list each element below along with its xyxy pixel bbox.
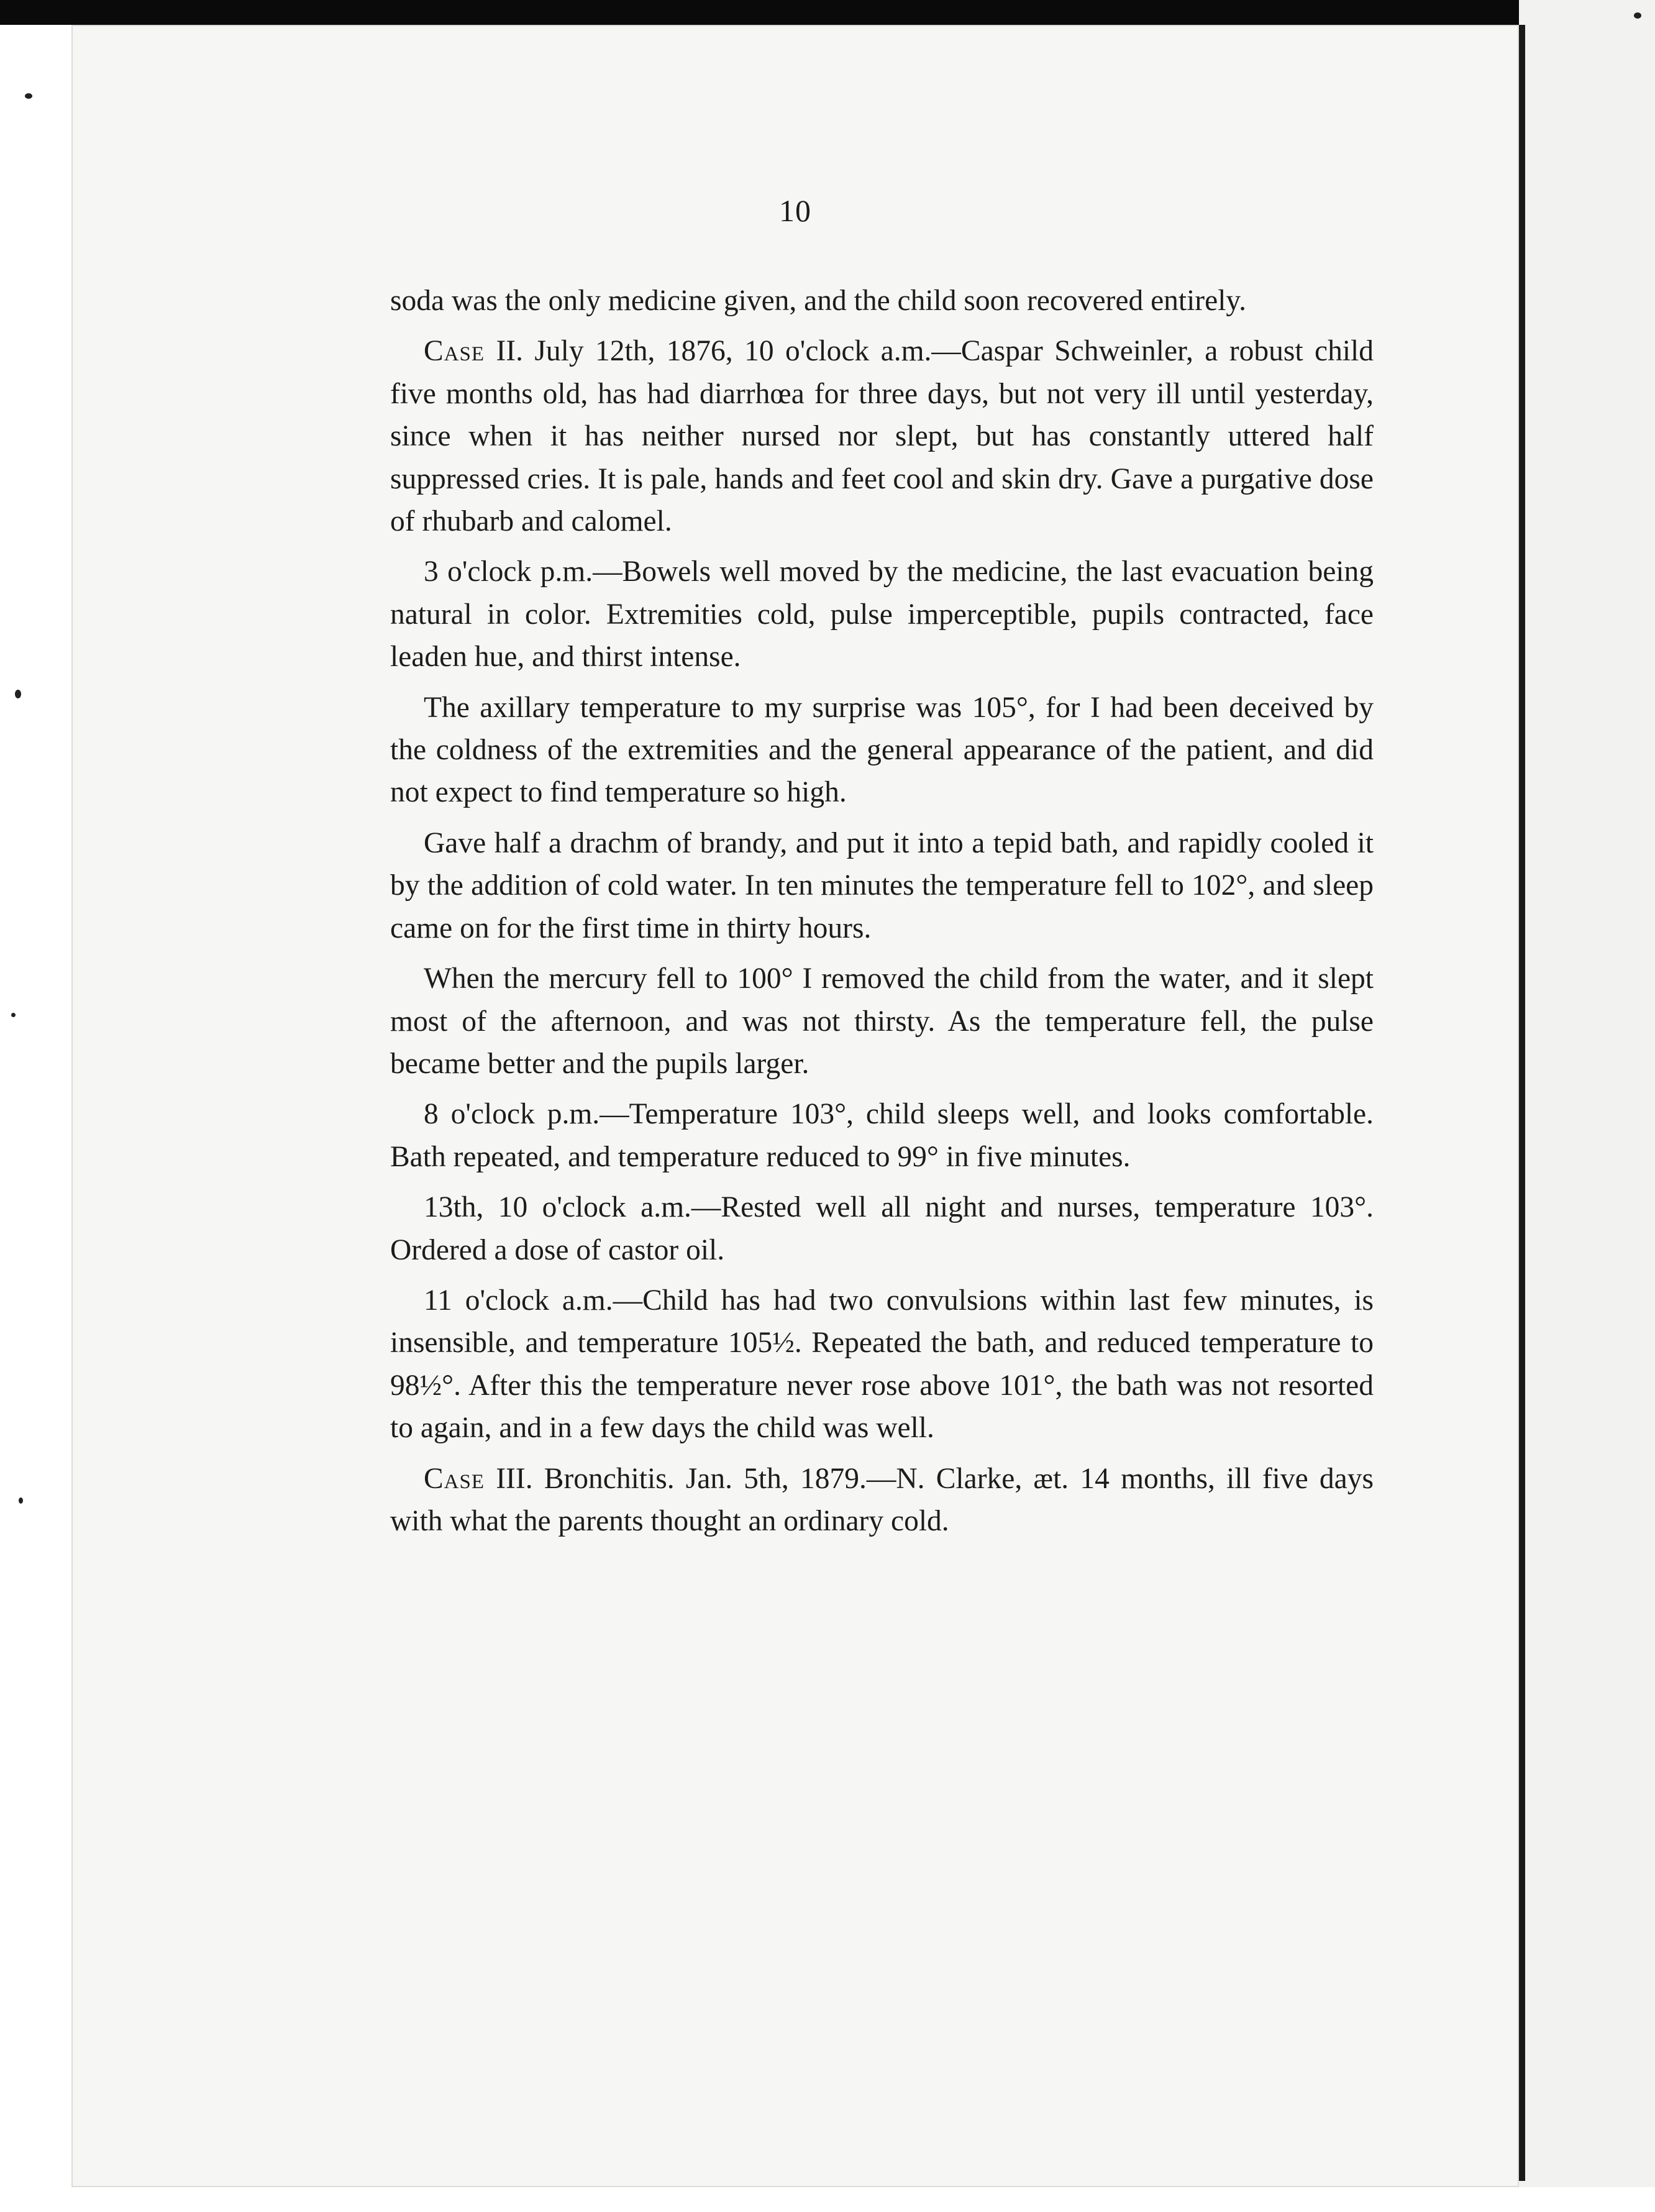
paragraph-text: 11 o'clock a.m.—Child has had two convulsions within last few minutes, is insensible, and temperature 105½. Repeated the bath, and reduced temperature to 98½°. After this the temperature never rose above 101°, the bath was not resorted to again, and in a few days the child was well. xyxy=(390,1284,1374,1445)
scan-speck xyxy=(25,93,32,99)
paragraph-text: II. July 12th, 1876, 10 o'clock a.m.—Caspar Schweinler, a robust child five months old, has had diarrhœa for three days, but not very ill until yesterday, since when it has neither nursed nor slept, but has constantly uttered half suppressed cries. It is pale, hands and feet cool and skin dry. Gave a purgative dose of rhubarb and calomel. xyxy=(390,335,1374,538)
paragraph xyxy=(390,280,1374,322)
scan-left-margin xyxy=(0,0,71,2212)
scan-speck xyxy=(1634,12,1641,19)
paragraph-text: The axillary temperature to my surprise was 105°, for I had been deceived by the coldness of the extremities and the general appearance of the patient, and did not expect to find temperature so high. xyxy=(390,691,1374,809)
paragraph-text: III. Bronchitis. Jan. 5th, 1879.—N. Clarke, æt. 14 months, ill five days with what the parents thought an ordinary cold. xyxy=(390,1462,1374,1537)
paragraph xyxy=(390,551,1374,678)
paragraph xyxy=(390,957,1374,1085)
paragraph-text: soda was the only medicine given, and the child soon recovered entirely. xyxy=(390,285,1246,317)
paragraph-text: Gave half a drachm of brandy, and put it into a tepid bath, and rapidly cooled it by the addition of cold water. In ten minutes the temperature fell to 102°, and sleep came on for the first time in thirty hours. xyxy=(390,826,1374,944)
paragraph xyxy=(390,1186,1374,1271)
scan-speck xyxy=(15,690,21,698)
paragraph xyxy=(390,687,1374,814)
document-page xyxy=(71,25,1519,2187)
paragraph-text: 8 o'clock p.m.—Temperature 103°, child sleeps well, and looks comfortable. Bath repeated, and temperature reduced to 99° in five minutes. xyxy=(390,1098,1374,1173)
page-number: 10 xyxy=(779,193,811,228)
paragraph xyxy=(390,822,1374,949)
scan-right-margin xyxy=(1519,0,1655,2212)
paragraph-text: When the mercury fell to 100° I removed the child from the water, and it slept most of the afternoon, and was not thirsty. As the temperature fell, the pulse became better and the pupils larger. xyxy=(390,962,1374,1080)
page-edge-shadow xyxy=(1519,25,1525,2181)
paragraph xyxy=(390,330,1374,542)
scan-speck xyxy=(11,1013,16,1017)
case-heading: Case xyxy=(424,335,485,368)
body-text xyxy=(390,280,1374,1550)
scan-speck xyxy=(19,1497,23,1504)
paragraph xyxy=(390,1279,1374,1450)
paragraph xyxy=(390,1093,1374,1178)
case-heading: Case xyxy=(424,1462,485,1495)
paragraph-text: 13th, 10 o'clock a.m.—Rested well all night and nurses, temperature 103°. Ordered a dose of castor oil. xyxy=(390,1191,1374,1266)
scan-bottom-margin xyxy=(0,2187,1655,2212)
paragraph xyxy=(390,1458,1374,1543)
scan-top-border xyxy=(0,0,1655,25)
paragraph-text: 3 o'clock p.m.—Bowels well moved by the medicine, the last evacuation being natural in color. Extremities cold, pulse imperceptible, pupils contracted, face leaden hue, and thirst intense. xyxy=(390,555,1374,674)
